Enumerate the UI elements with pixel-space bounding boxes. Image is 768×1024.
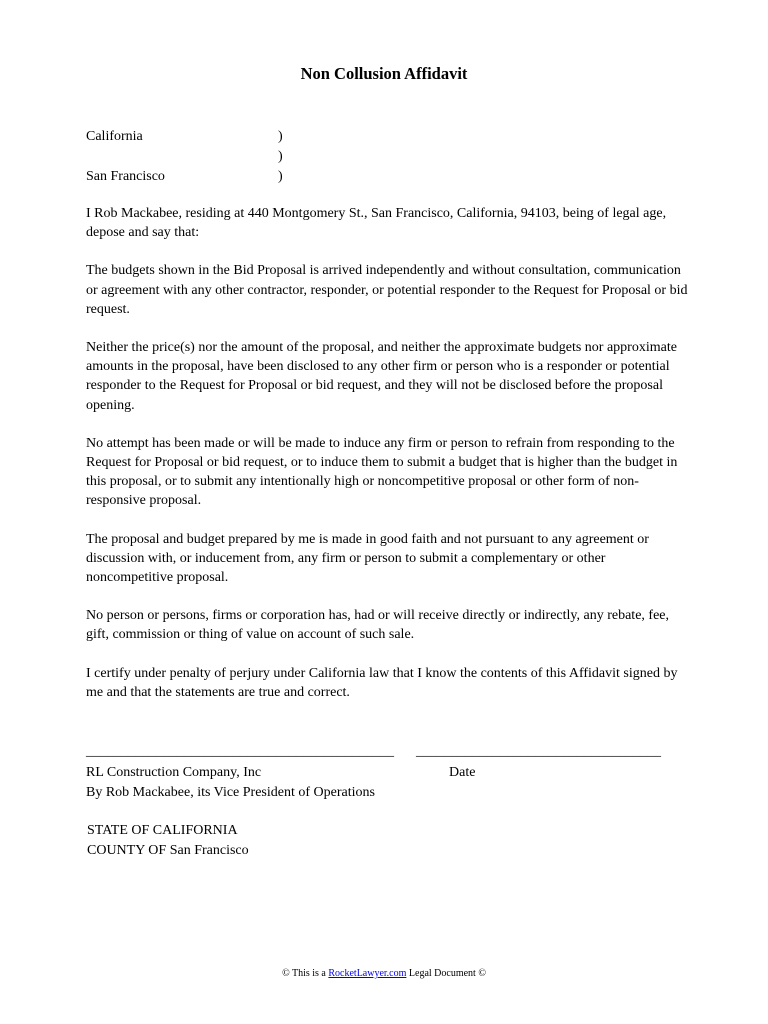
- venue-county: San Francisco: [86, 169, 165, 184]
- signature-block: [86, 763, 375, 802]
- signature-line: ____________________________________________: [86, 744, 394, 759]
- notary-block: [87, 821, 249, 860]
- paragraph-no-rebate: No person or persons, firms or corporation has, had or will receive directly or indirectly, any rebate, fee, gift, commission or thing of value on account of such sale.: [86, 608, 669, 643]
- paragraph-certification: I certify under penalty of perjury under California law that I know the contents of this Affidavit signed by me and that the statements are true and correct.: [86, 665, 678, 700]
- affidavit-body: [86, 204, 692, 721]
- date-line: ___________________________________: [416, 744, 661, 759]
- venue-row-blank: [86, 147, 346, 167]
- signer-name: By Rob Mackabee, its Vice President of Operations: [86, 784, 375, 800]
- venue-row-county: [86, 167, 346, 187]
- venue-paren: ): [278, 169, 283, 184]
- paragraph-independent-budget: The budgets shown in the Bid Proposal is arrived independently and without consultation, communication or agreement with any other contractor, responder, or potential responder to the Request for Proposal or bid request.: [86, 263, 688, 317]
- footer: [0, 968, 768, 979]
- footer-prefix: © This is a: [282, 968, 329, 979]
- paragraph-good-faith: The proposal and budget prepared by me is made in good faith and not pursuant to any agreement or discussion with, or inducement from, any firm or person to submit a complementary or other noncompetitive proposal.: [86, 531, 649, 586]
- date-label: Date: [449, 765, 476, 780]
- venue-row-state: [86, 127, 346, 147]
- paragraph-declarant: I Rob Mackabee, residing at 440 Montgomery St., San Francisco, California, 94103, being of legal age, depose and say that:: [86, 206, 667, 241]
- footer-suffix: Legal Document ©: [406, 968, 486, 979]
- notary-state: STATE OF CALIFORNIA: [87, 823, 238, 838]
- paragraph-non-disclosure: Neither the price(s) nor the amount of the proposal, and neither the approximate budgets nor approximate amounts in the proposal, have been disclosed to any other firm or person who is a responder or potential responder to the Request for Proposal or bid request, and they will not be disclosed before the proposal opening.: [86, 340, 677, 413]
- document-title: Non Collusion Affidavit: [300, 64, 468, 83]
- rocketlawyer-link[interactable]: RocketLawyer.com: [328, 968, 407, 979]
- company-name: RL Construction Company, Inc: [86, 765, 262, 780]
- venue-state: California: [86, 129, 143, 144]
- paragraph-no-inducement: No attempt has been made or will be made to induce any firm or person to refrain from responding to the Request for Proposal or bid request, or to induce them to submit a budget that is higher than the budget in this proposal, or to submit any intentionally high or noncompetitive proposal or other form of non-responsive proposal.: [86, 435, 678, 509]
- venue-paren: ): [278, 129, 283, 144]
- notary-county: COUNTY OF San Francisco: [87, 842, 249, 858]
- venue-block: [86, 127, 346, 187]
- venue-paren: ): [278, 149, 283, 164]
